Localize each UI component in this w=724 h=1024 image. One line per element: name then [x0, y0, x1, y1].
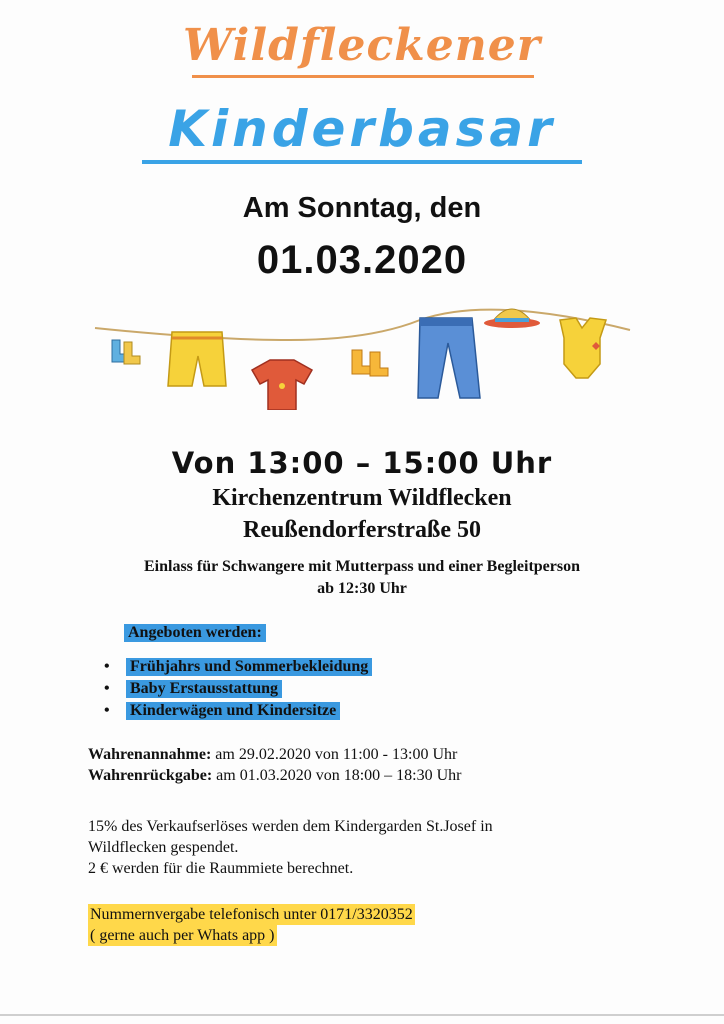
whatsapp-line: ( gerne auch per Whats app ) — [90, 927, 275, 944]
venue — [0, 482, 724, 546]
event-date: 01.03.2020 — [256, 238, 468, 282]
baby-bodysuit-icon — [560, 318, 606, 378]
early-entry-note — [0, 556, 724, 600]
donation-info — [88, 816, 608, 879]
drop-off-pickup-dates — [88, 744, 461, 786]
pickup-label: Wahrenrückgabe: — [88, 767, 213, 784]
yellow-shorts-icon — [168, 332, 226, 386]
opening-time: Von 13:00 – 15:00 Uhr — [171, 446, 553, 480]
offers-list — [104, 656, 372, 722]
date-intro: Am Sonntag, den — [242, 192, 482, 224]
phone-number-line: Nummernvergabe telefonisch unter 0171/3320352 — [90, 906, 413, 923]
scan-edge-line — [0, 1014, 724, 1016]
offers-heading: Angeboten werden: — [124, 624, 266, 642]
drop-off-line — [88, 744, 461, 765]
list-item — [104, 678, 372, 700]
donation-line2: Wildflecken gespendet. — [88, 839, 239, 856]
venue-address: Reußendorferstraße 50 — [243, 517, 481, 543]
offer-item: Baby Erstausstattung — [126, 680, 282, 698]
bullet-icon: • — [104, 658, 110, 675]
list-item — [104, 700, 372, 722]
early-entry-line1: Einlass für Schwangere mit Mutterpass und einer Begleitperson — [143, 558, 580, 575]
title-kinderbasar: Kinderbasar — [168, 100, 556, 158]
socks-icon — [112, 340, 140, 364]
phone-info — [88, 904, 415, 946]
offers-heading-box — [124, 624, 266, 642]
pickup-text: am 01.03.2020 von 18:00 – 18:30 Uhr — [216, 767, 462, 784]
offer-item: Frühjahrs und Sommerbekleidung — [126, 658, 372, 676]
early-entry-line2: ab 12:30 Uhr — [317, 580, 407, 597]
pickup-line — [88, 765, 461, 786]
baby-socks-icon — [352, 350, 388, 376]
venue-name: Kirchenzentrum Wildflecken — [212, 485, 512, 511]
offer-item: Kinderwägen und Kindersitze — [126, 702, 340, 720]
list-item — [104, 656, 372, 678]
title-wildfleckener: Wildfleckener — [183, 20, 541, 71]
red-tshirt-icon — [252, 360, 312, 410]
donation-line1: 15% des Verkaufserlöses werden dem Kindergarden St.Josef in — [88, 818, 493, 835]
blue-pants-icon — [418, 318, 480, 398]
rent-fee-line: 2 € werden für die Raummiete berechnet. — [88, 860, 354, 877]
title-underline-orange — [192, 75, 534, 78]
bullet-icon: • — [104, 702, 110, 719]
clothesline-illustration — [90, 290, 640, 410]
drop-off-label: Wahrenannahme: — [88, 746, 212, 763]
drop-off-text: am 29.02.2020 von 11:00 - 13:00 Uhr — [215, 746, 458, 763]
bullet-icon: • — [104, 680, 110, 697]
title-underline-blue — [142, 160, 582, 164]
